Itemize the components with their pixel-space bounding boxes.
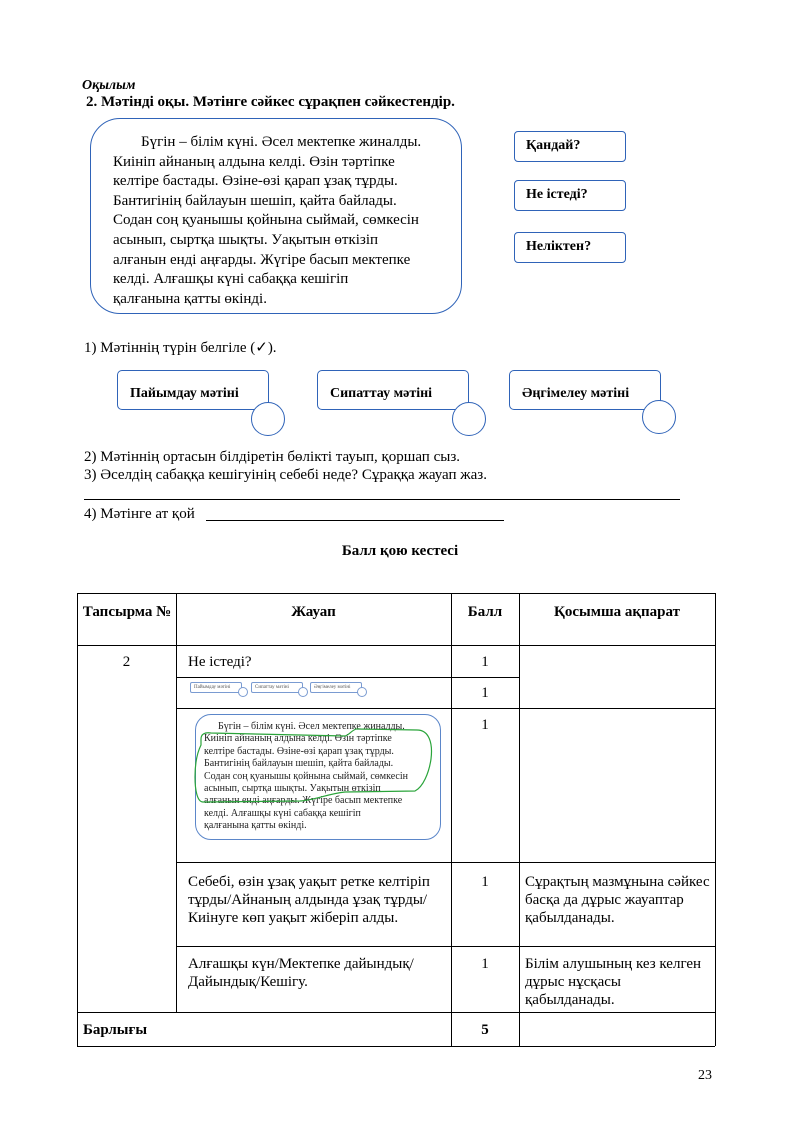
highlight-outline [195, 729, 431, 802]
text-type-angimeleu[interactable]: Әңгімелеу мәтіні [509, 370, 661, 410]
checkbox-circle-sipattau[interactable] [452, 402, 486, 436]
story-line: келтіре бастады. Өзіне-өзі қарап ұзақ тұрды. [113, 173, 398, 190]
story-line: алғанын енді аңғарды. Жүгіре басып мектепке [113, 251, 411, 268]
mini-story-line: Содан соң қуанышы қойнына сыймай, сөмкесін [204, 770, 408, 782]
extra-info-cell: Білім алушының кез келген дұрыс нұсқасы қабылданады. [525, 956, 702, 1008]
table-border-bottom [77, 1046, 715, 1047]
answer-cell: Себебі, өзін ұзақ уақыт ретке келтіріп тұрды/Айнаның алдында ұзақ тұрды/Киінуге көп уақыт жіберіп алды. [188, 874, 430, 926]
mini-story-line: асынып, сыртқа шықты. Уақытын өткізіп [204, 783, 381, 795]
text-type-payymdau[interactable]: Пайымдау мәтіні [117, 370, 269, 410]
checkbox-circle-payymdau[interactable] [251, 402, 285, 436]
header-answer: Жауап [291, 604, 336, 620]
score-cell: 1 [481, 874, 489, 890]
task-2-label: 2) Мәтіннің ортасын білдіретін бөлікті тауып, қоршап сыз. [84, 449, 460, 465]
mini-story-line: Киініп айнаның алдына келді. Өзін тәртіпке [204, 733, 392, 745]
thumbnail-text-type: Пайымдау мәтіні [190, 682, 242, 693]
task-3-label: 3) Әселдің сабаққа кешігуінің себебі неде? Сұраққа жауап жаз. [84, 467, 487, 483]
question-box-ne-istedi[interactable]: Не істеді? [514, 180, 626, 211]
total-score: 5 [481, 1022, 489, 1038]
header-task-number: Тапсырма № [82, 604, 172, 620]
thumbnail-text-type: Сипаттау мәтіні [251, 682, 303, 693]
story-line: Содан соң қуанышы қойнына сыймай, сөмкесін [113, 212, 419, 229]
page-number: 23 [698, 1068, 712, 1083]
total-label: Барлығы [83, 1022, 148, 1038]
story-line: асынып, сыртқа шықты. Уақытын өткізіп [113, 231, 379, 248]
mini-story-line: келтіре бастады. Өзіне-өзі қарап ұзақ тұрды. [204, 745, 394, 757]
story-line: Киініп айнаның алдына келді. Өзін тәртіпке [113, 153, 395, 170]
checkbox-circle-angimeleu[interactable] [642, 400, 676, 434]
question-box-nelikten[interactable]: Неліктен? [514, 232, 626, 263]
text-type-sipattau[interactable]: Сипаттау мәтіні [317, 370, 469, 410]
mini-story-line: Бүгін – білім күні. Әсел мектепке жиналды. [218, 721, 405, 732]
task-number-cell: 2 [122, 654, 131, 670]
answer-line[interactable] [84, 499, 680, 500]
question-box-qanday[interactable]: Қандай? [514, 131, 626, 162]
story-line: Бантигінің байлауын шешіп, қайта байлады. [113, 192, 397, 209]
answer-cell: Не істеді? [188, 654, 252, 670]
mini-story-line: алғанын енді аңғарды. Жүгіре басып мектепке [204, 795, 403, 807]
score-cell: 1 [481, 654, 489, 670]
story-line: келді. Алғашқы күні сабаққа кешігіп [113, 271, 349, 288]
score-cell: 1 [481, 717, 489, 733]
title-answer-line[interactable] [206, 520, 504, 521]
table-title: Балл қою кестесі [341, 543, 459, 559]
section-label: Оқылым [82, 78, 136, 93]
score-cell: 1 [481, 685, 489, 701]
mini-story-line: келді. Алғашқы күні сабаққа кешігіп [204, 807, 361, 819]
story-line: Бүгін – білім күні. Әсел мектепке жиналды. [141, 134, 422, 150]
thumbnail-text-type: Әңгімелеу мәтіні [310, 682, 362, 693]
mini-story-line: Бантигінің байлауын шешіп, қайта байлады. [204, 758, 394, 770]
table-border-right [715, 593, 716, 1046]
story-line: қалғанына қатты өкінді. [113, 290, 267, 307]
task-1-label: 1) Мәтіннің түрін белгіле (✓). [84, 340, 277, 356]
answer-cell: Алғашқы күн/Мектепке дайындық/ Дайындық/Кешігу. [188, 956, 414, 990]
mini-story-line: қалғанына қатты өкінді. [204, 820, 307, 832]
score-table [77, 593, 715, 1046]
task-4-label: 4) Мәтінге ат қой [84, 506, 195, 522]
score-cell: 1 [481, 956, 489, 972]
story-box [90, 118, 462, 314]
header-score: Балл [467, 604, 503, 620]
header-extra-info: Қосымша ақпарат [554, 604, 680, 620]
task-title: 2. Мәтінді оқы. Мәтінге сәйкес сұрақпен сәйкестендір. [86, 94, 455, 110]
extra-info-cell: Сұрақтың мазмұнына сәйкес басқа да дұрыс жауаптар қабылданады. [525, 874, 710, 926]
